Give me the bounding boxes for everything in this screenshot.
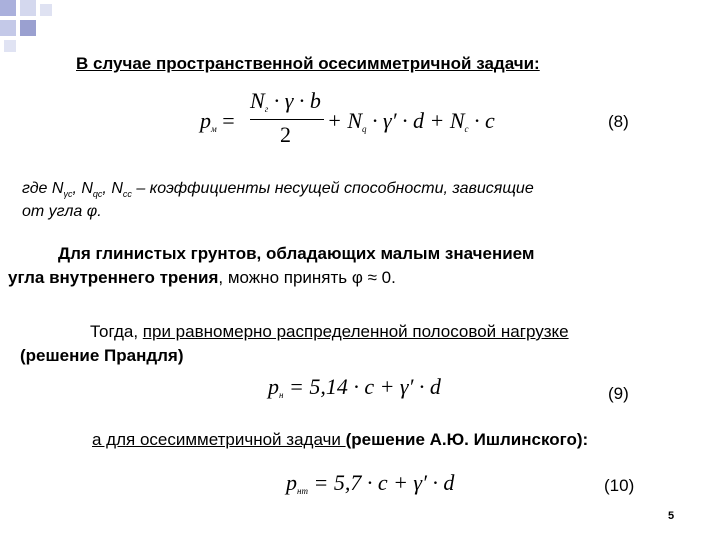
eq8-denominator: 2: [280, 122, 291, 147]
eq8-lhs: p: [200, 108, 211, 133]
eq9-number: (9): [608, 384, 629, 403]
eq8-rest: + $N_q \cdot \gamma' \cdot d + N_c \cdot c$: [327, 108, 495, 134]
eq9-rhs: = 5,14 · c + γ′ · d: [288, 374, 441, 399]
eq10-number: (10): [604, 476, 635, 495]
eq8-number: (8): [608, 112, 629, 131]
eq10-rhs: = 5,7 · c + γ′ · d: [313, 470, 455, 495]
deco-square: [4, 40, 16, 52]
then-line-2: (решение Прандля): [20, 346, 184, 365]
deco-square: [0, 0, 16, 16]
eq8-eq: =: [222, 108, 235, 133]
axisym-line: а для осесимметричной задачи (решение А.Ю. Ишлинского):: [92, 430, 589, 449]
clay-line-2: угла внутреннего трения, можно принять φ ≈ 0.: [8, 268, 396, 287]
eq8-lhs-sub: м: [211, 124, 217, 134]
then-line-1: Тогда, при равномерно распределенной полосовой нагрузке: [90, 322, 569, 341]
where-line-1: где $N_{\gamma c}$, $N_{qc}$, $N_{cc}$ – коэффициенты несущей способности, зависящие: [22, 180, 534, 199]
heading: В случае пространственной осесимметричной задачи:: [76, 54, 540, 73]
deco-square: [20, 0, 36, 16]
where-line-2: от угла φ.: [22, 203, 102, 220]
deco-square: [40, 4, 52, 16]
clay-line-1: Для глинистых грунтов, обладающих малым значением: [58, 244, 535, 263]
eq9-lhs: p: [268, 374, 279, 399]
eq10-lhs: p: [286, 470, 297, 495]
eq8-fraction-bar: [250, 119, 324, 120]
deco-square: [0, 20, 16, 36]
page-number: 5: [668, 510, 675, 522]
eq8-numerator: $N_г \cdot \gamma \cdot b$: [250, 88, 321, 114]
deco-square: [20, 20, 36, 36]
